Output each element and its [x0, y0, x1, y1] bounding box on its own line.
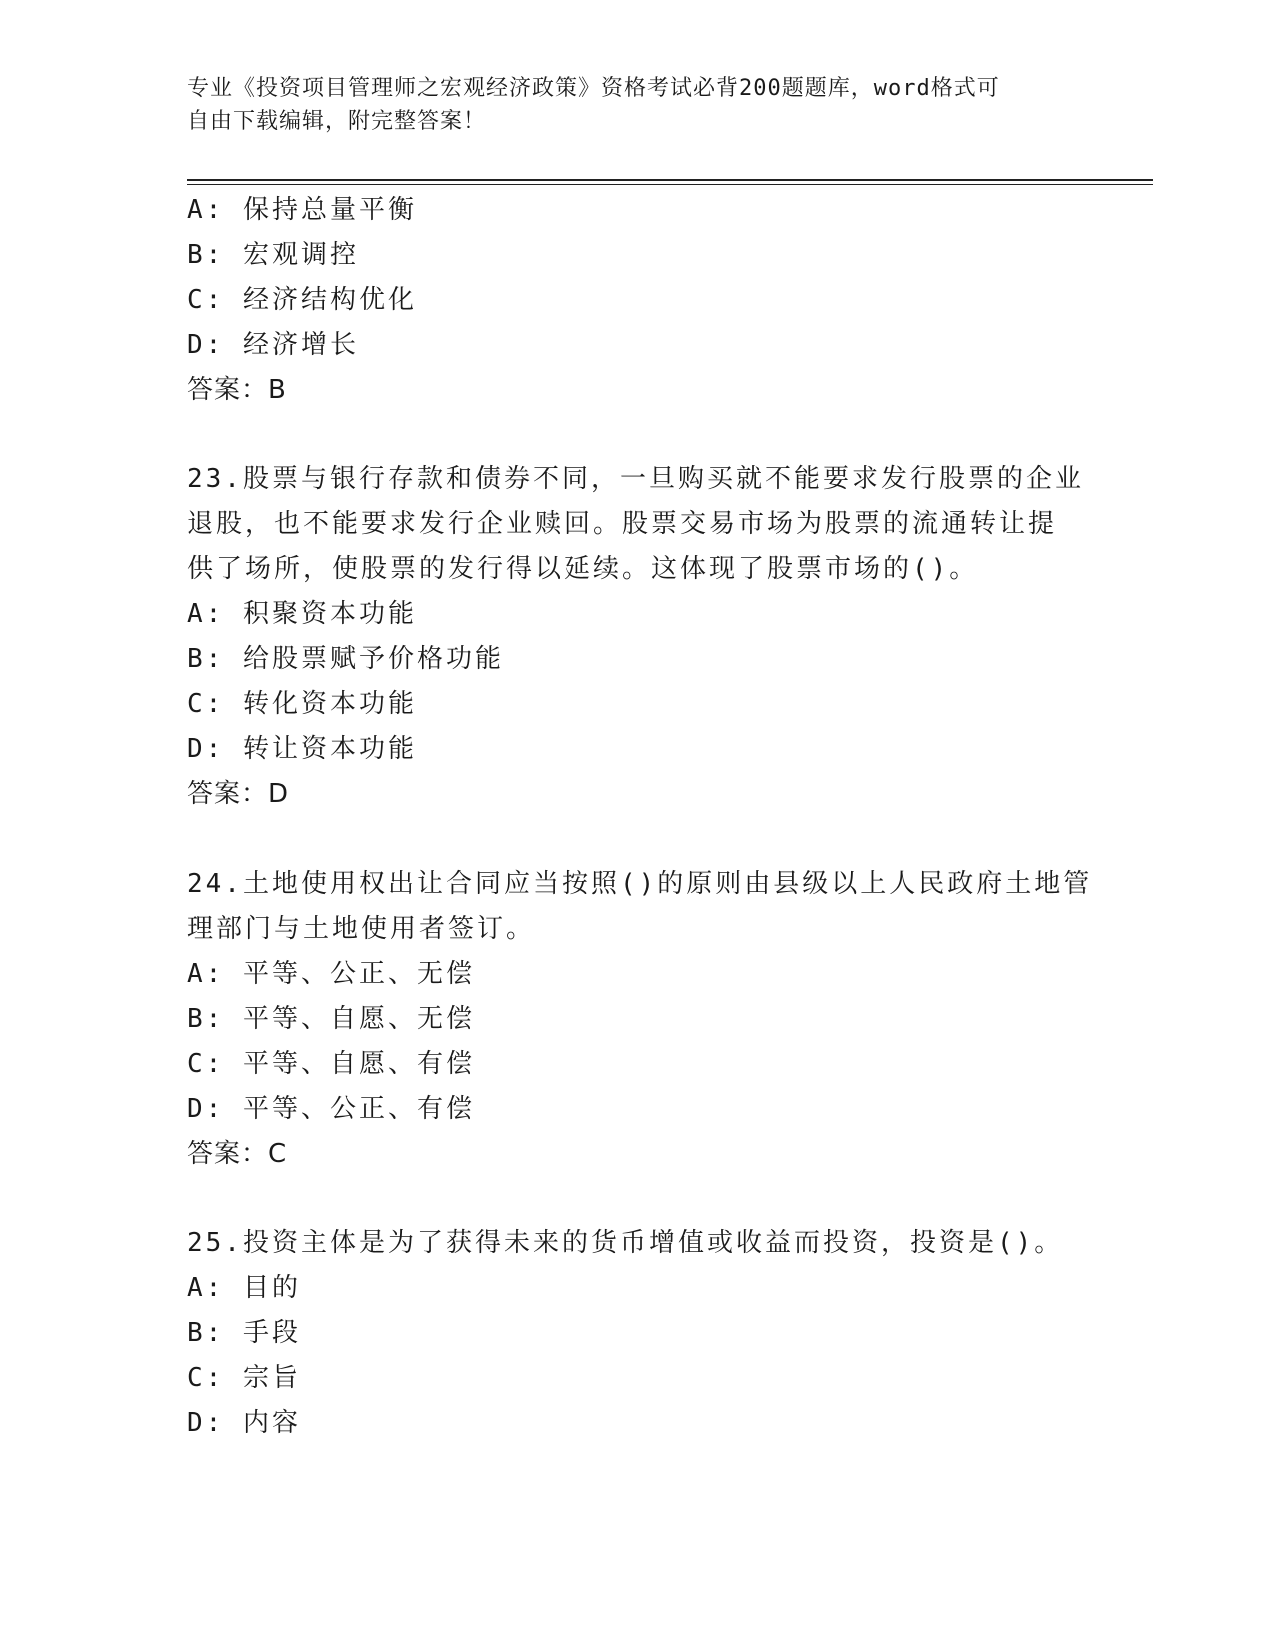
- q24-option-c: C: 平等、自愿、有偿: [187, 1049, 475, 1079]
- q23-answer: 答案：D: [187, 779, 290, 809]
- q23-option-a: A: 积聚资本功能: [187, 599, 417, 629]
- prev-question-option-a: A: 保持总量平衡: [187, 195, 417, 225]
- q24-option-b: B: 平等、自愿、无偿: [187, 1004, 475, 1034]
- prev-question-option-c: C: 经济结构优化: [187, 285, 417, 315]
- q24-text-line-2: 理部门与土地使用者签订。: [187, 914, 536, 944]
- q23-option-c: C: 转化资本功能: [187, 689, 417, 719]
- header-divider-thick: [187, 179, 1153, 181]
- q23-text-line-2: 退股，也不能要求发行企业赎回。股票交易市场为股票的流通转让提: [187, 509, 1058, 539]
- document-header: [187, 72, 1067, 138]
- q24-text-line-1: 24.土地使用权出让合同应当按照()的原则由县级以上人民政府土地管: [187, 869, 1093, 899]
- header-title-line-2: 自由下载编辑，附完整答案！: [187, 109, 487, 134]
- prev-question-option-d: D: 经济增长: [187, 330, 359, 360]
- q23-text-line-3: 供了场所，使股票的发行得以延续。这体现了股票市场的()。: [187, 554, 979, 584]
- q25-option-b: B: 手段: [187, 1318, 301, 1348]
- q23-option-d: D: 转让资本功能: [187, 734, 417, 764]
- q24-option-d: D: 平等、公正、有偿: [187, 1094, 475, 1124]
- q25-option-c: C: 宗旨: [187, 1363, 301, 1393]
- q23-text-line-1: 23.股票与银行存款和债券不同，一旦购买就不能要求发行股票的企业: [187, 464, 1084, 494]
- q25-text-line-1: 25.投资主体是为了获得未来的货币增值或收益而投资，投资是()。: [187, 1228, 1064, 1258]
- q23-option-b: B: 给股票赋予价格功能: [187, 644, 504, 674]
- prev-question-answer: 答案：B: [187, 375, 287, 405]
- prev-question-option-b: B: 宏观调控: [187, 240, 359, 270]
- q24-answer: 答案：C: [187, 1139, 288, 1169]
- header-divider-thin: [187, 184, 1153, 185]
- q25-option-a: A: 目的: [187, 1273, 301, 1303]
- q25-option-d: D: 内容: [187, 1408, 301, 1438]
- q24-option-a: A: 平等、公正、无偿: [187, 959, 475, 989]
- header-title-line-1: 专业《投资项目管理师之宏观经济政策》资格考试必背200题题库，word格式可: [187, 76, 1000, 101]
